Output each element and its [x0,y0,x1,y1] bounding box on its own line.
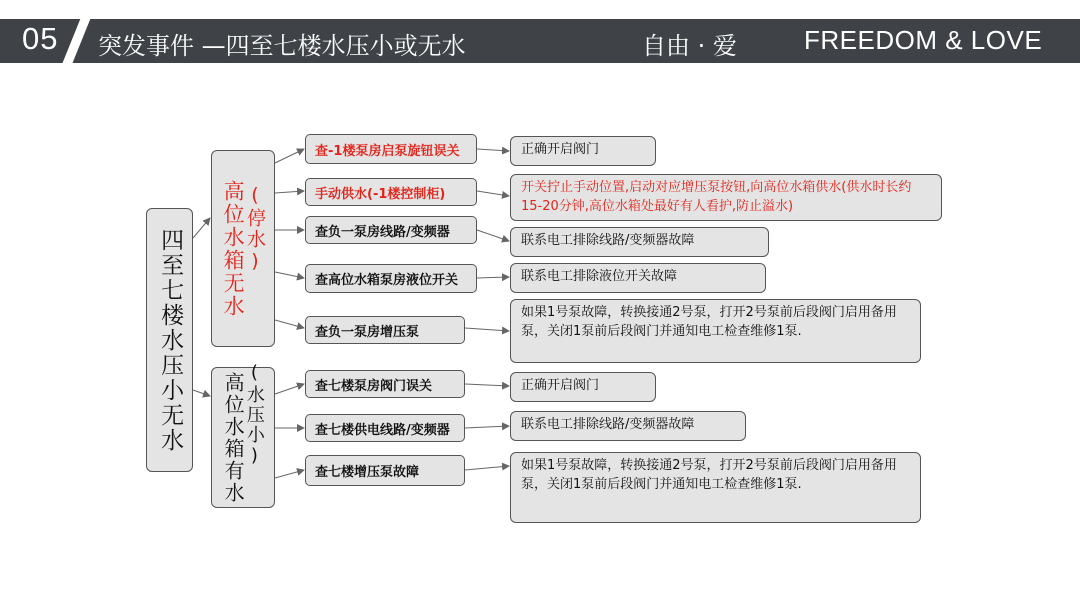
header-slogan: FREEDOM & LOVE [804,25,1043,55]
result-text: 如果1号泵故障，转换接通2号泵，打开2号泵前后段阀门启用备用泵，关闭1泵前后段阀门并通知电工检查维修1泵. [510,452,921,523]
root-label: 四至七楼水压小无水 [157,227,184,453]
result-text: 正确开启阀门 [510,136,656,166]
branch-low-pressure-label: 高位水箱有水 [221,371,246,504]
slide-title: 突发事件 —四至七楼水压小或无水 [98,32,466,60]
section-number: 05 [22,21,59,56]
branch-low-pressure-sublabel: (水压小) [243,362,265,468]
branch-no-water [211,150,275,347]
result-text: 开关拧止手动位置,启动对应增压泵按钮,向高位水箱供水(供水时长约15-20分钟,高位水箱处最好有人看护,防止溢水) [510,174,942,221]
check-label: 查七楼泵房阀门误关 [305,370,465,398]
root-node [146,208,193,472]
check-label: 查负一泵房线路/变频器 [305,216,477,244]
result-text: 如果1号泵故障，转换接通2号泵，打开2号泵前后段阀门启用备用泵，关闭1泵前后段阀门并通知电工检查维修1泵. [510,299,921,363]
header-motto: 自由 · 爱 [642,32,737,60]
result-text: 正确开启阀门 [510,372,656,402]
result-text: 联系电工排除液位开关故障 [510,263,766,293]
branch-low-pressure [211,362,275,508]
check-label: 查七楼增压泵故障 [305,455,465,486]
check-label: 查负一泵房增压泵 [305,316,465,344]
check-label: 查高位水箱泵房液位开关 [305,264,477,293]
check-label: 查七楼供电线路/变频器 [305,414,465,442]
result-text: 联系电工排除线路/变频器故障 [510,411,746,441]
branch-no-water-sublabel: (停水) [243,183,266,274]
result-text: 联系电工排除线路/变频器故障 [510,227,769,257]
check-label: 查-1楼泵房启泵旋钮误关 [305,134,477,164]
check-label: 手动供水(-1楼控制柜) [305,178,477,206]
branch-no-water-label: 高位水箱无水 [221,179,246,318]
